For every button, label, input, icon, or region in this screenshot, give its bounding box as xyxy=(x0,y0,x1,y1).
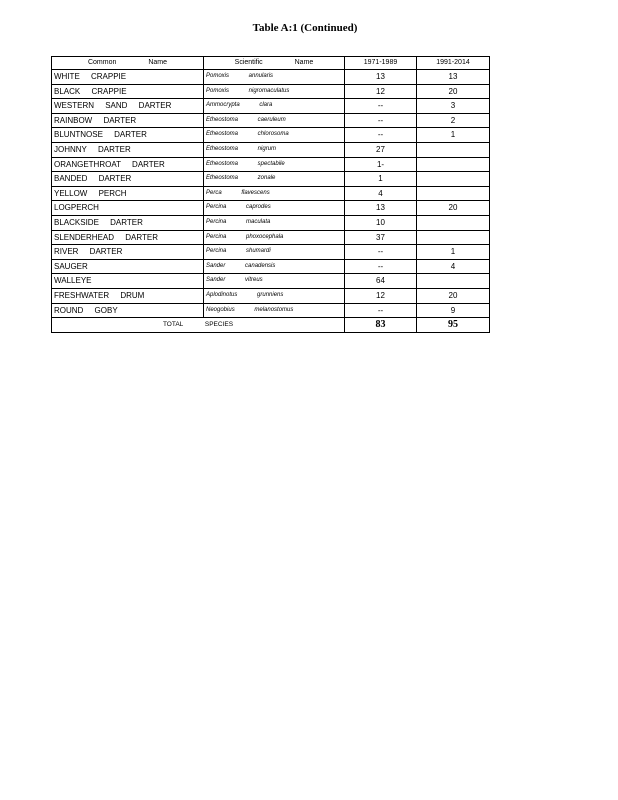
count-1971-1989-cell: -- xyxy=(345,259,417,274)
common-name-cell: ORANGETHROAT DARTER xyxy=(52,157,204,172)
common-name-cell: FRESHWATER DRUM xyxy=(52,288,204,303)
common-name-cell: BLUNTNOSE DARTER xyxy=(52,128,204,143)
count-1991-2014-cell: 2 xyxy=(417,113,490,128)
count-1971-1989-cell: -- xyxy=(345,99,417,114)
scientific-name-cell: Percina phoxocephala xyxy=(204,230,345,245)
common-name-cell: JOHNNY DARTER xyxy=(52,142,204,157)
count-1991-2014-cell: 1 xyxy=(417,128,490,143)
scientific-name-cell: Etheostoma caeruleum xyxy=(204,113,345,128)
count-1971-1989-cell: 64 xyxy=(345,274,417,289)
common-name-cell: WALLEYE xyxy=(52,274,204,289)
scientific-name-cell: Percina caprodes xyxy=(204,201,345,216)
common-name-cell: BANDED DARTER xyxy=(52,172,204,187)
count-1991-2014-cell: 1 xyxy=(417,245,490,260)
table-row xyxy=(52,186,490,201)
table-row xyxy=(52,259,490,274)
header-period-1991-2014: 1991-2014 xyxy=(417,57,490,70)
table-row xyxy=(52,142,490,157)
count-1991-2014-cell xyxy=(417,157,490,172)
common-name-cell: SLENDERHEAD DARTER xyxy=(52,230,204,245)
scientific-name-cell: Ammocrypta clara xyxy=(204,99,345,114)
table-row xyxy=(52,245,490,260)
common-name-cell: ROUND GOBY xyxy=(52,303,204,318)
count-1971-1989-cell: 12 xyxy=(345,288,417,303)
table-row xyxy=(52,84,490,99)
common-name-cell: WHITE CRAPPIE xyxy=(52,70,204,85)
count-1971-1989-cell: -- xyxy=(345,113,417,128)
table-row xyxy=(52,274,490,289)
count-1971-1989-cell: 13 xyxy=(345,70,417,85)
count-1971-1989-cell: 12 xyxy=(345,84,417,99)
common-name-cell: BLACK CRAPPIE xyxy=(52,84,204,99)
count-1971-1989-cell: 10 xyxy=(345,215,417,230)
count-1991-2014-cell xyxy=(417,274,490,289)
scientific-name-cell: Percina maculata xyxy=(204,215,345,230)
count-1971-1989-cell: 27 xyxy=(345,142,417,157)
count-1991-2014-cell xyxy=(417,215,490,230)
table-row xyxy=(52,303,490,318)
scientific-name-cell: Pomoxis annularis xyxy=(204,70,345,85)
header-period-1971-1989: 1971-1989 xyxy=(345,57,417,70)
count-1991-2014-cell xyxy=(417,230,490,245)
common-name-cell: WESTERN SAND DARTER xyxy=(52,99,204,114)
table-row xyxy=(52,215,490,230)
count-1991-2014-cell: 20 xyxy=(417,84,490,99)
scientific-name-cell: Etheostoma spectabile xyxy=(204,157,345,172)
common-name-cell: SAUGER xyxy=(52,259,204,274)
table-title: Table A:1 (Continued) xyxy=(252,22,358,34)
count-1971-1989-cell: 37 xyxy=(345,230,417,245)
count-1991-2014-cell: 9 xyxy=(417,303,490,318)
common-name-cell: RAINBOW DARTER xyxy=(52,113,204,128)
total-row xyxy=(52,318,490,333)
count-1971-1989-cell: 13 xyxy=(345,201,417,216)
table-row xyxy=(52,172,490,187)
common-name-cell: RIVER DARTER xyxy=(52,245,204,260)
table-row xyxy=(52,288,490,303)
count-1971-1989-cell: 4 xyxy=(345,186,417,201)
count-1991-2014-cell xyxy=(417,172,490,187)
count-1991-2014-cell: 20 xyxy=(417,288,490,303)
table-row xyxy=(52,157,490,172)
scientific-name-cell: Etheostoma zonale xyxy=(204,172,345,187)
scientific-name-cell: Sander vitreus xyxy=(204,274,345,289)
table-row xyxy=(52,128,490,143)
count-1971-1989-cell: -- xyxy=(345,303,417,318)
table-row xyxy=(52,70,490,85)
scientific-name-cell: Percina shumardi xyxy=(204,245,345,260)
count-1971-1989-cell: 1 xyxy=(345,172,417,187)
scientific-name-cell: Aplodinotus grunniens xyxy=(204,288,345,303)
common-name-cell: YELLOW PERCH xyxy=(52,186,204,201)
count-1991-2014-cell: 13 xyxy=(417,70,490,85)
scientific-name-cell: Perca flavescens xyxy=(204,186,345,201)
total-1971-1989: 83 xyxy=(345,318,417,333)
count-1971-1989-cell: -- xyxy=(345,245,417,260)
species-table xyxy=(51,56,490,333)
scientific-name-cell: Neogobius melanostomus xyxy=(204,303,345,318)
header-scientific-name: Scientific Name xyxy=(204,57,345,70)
table-row xyxy=(52,113,490,128)
scientific-name-cell: Etheostoma nigrum xyxy=(204,142,345,157)
count-1971-1989-cell: 1- xyxy=(345,157,417,172)
scientific-name-cell: Pomoxis nigromaculatus xyxy=(204,84,345,99)
count-1991-2014-cell xyxy=(417,186,490,201)
header-common-name: Common Name xyxy=(52,57,204,70)
header-row xyxy=(52,57,490,70)
table-row xyxy=(52,99,490,114)
common-name-cell: BLACKSIDE DARTER xyxy=(52,215,204,230)
total-label: TOTAL SPECIES xyxy=(52,318,345,333)
total-1991-2014: 95 xyxy=(417,318,490,333)
count-1991-2014-cell: 4 xyxy=(417,259,490,274)
count-1991-2014-cell: 3 xyxy=(417,99,490,114)
count-1991-2014-cell: 20 xyxy=(417,201,490,216)
count-1971-1989-cell: -- xyxy=(345,128,417,143)
scientific-name-cell: Sander canadensis xyxy=(204,259,345,274)
count-1991-2014-cell xyxy=(417,142,490,157)
scientific-name-cell: Etheostoma chlorosoma xyxy=(204,128,345,143)
common-name-cell: LOGPERCH xyxy=(52,201,204,216)
table-row xyxy=(52,201,490,216)
table-row xyxy=(52,230,490,245)
